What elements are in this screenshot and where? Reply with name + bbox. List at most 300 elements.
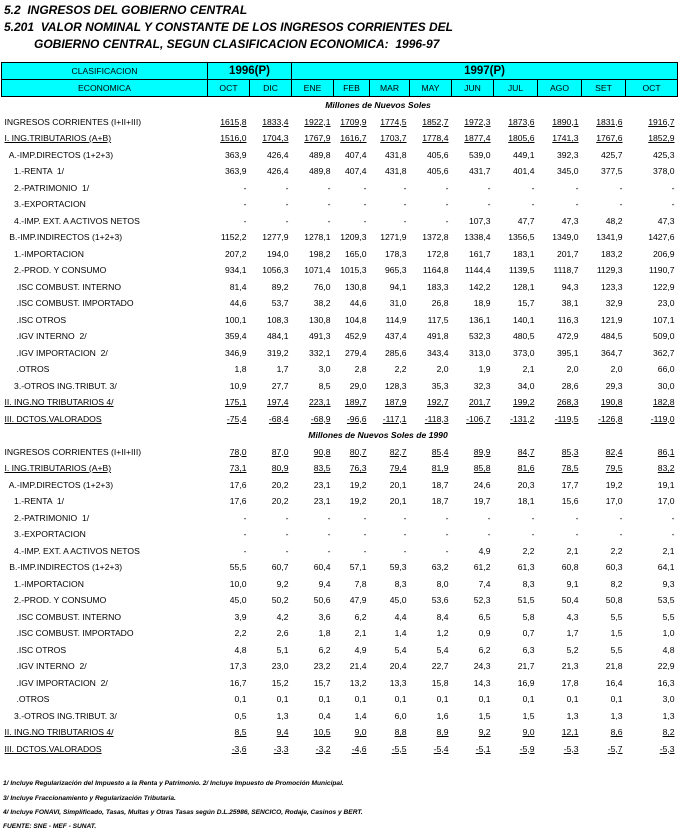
table-cell: 53,7 <box>271 298 289 308</box>
table-cell: 965,3 <box>385 265 407 275</box>
table-cell: -5,4 <box>433 743 449 754</box>
month-header: SET <box>582 80 626 97</box>
table-cell: 4,9 <box>354 644 367 655</box>
table-cell: 94,1 <box>389 281 407 292</box>
table-cell: - <box>285 512 289 523</box>
table-cell: 107,1 <box>653 314 675 325</box>
table-cell: 4,9 <box>478 545 491 556</box>
table-cell: 2,0 <box>566 364 579 374</box>
table-cell: - <box>531 182 535 193</box>
table-cell: - <box>327 199 331 209</box>
table-cell: - <box>285 545 289 556</box>
table-cell: 22,7 <box>431 661 449 671</box>
table-cell: 50,6 <box>313 595 331 605</box>
table-cell: 1922,1 <box>304 116 331 127</box>
year-1997-header: 1997(P) <box>292 63 678 80</box>
table-cell: 2,0 <box>436 364 449 374</box>
table-cell: -117,1 <box>382 413 407 424</box>
table-cell: 108,3 <box>267 314 289 325</box>
table-cell: - <box>243 182 247 193</box>
table-cell: 30,0 <box>657 380 675 391</box>
table-cell: 1916,7 <box>648 116 675 127</box>
table-cell: 363,9 <box>224 166 247 176</box>
table-cell: - <box>285 529 289 539</box>
table-cell: 38,1 <box>561 298 579 308</box>
table-cell: 3,9 <box>234 611 247 622</box>
table-cell: 89,2 <box>271 281 289 292</box>
table-cell: 7,8 <box>354 578 367 589</box>
table-cell: 136,1 <box>469 314 491 325</box>
table-cell: 8,6 <box>610 727 623 737</box>
table-row <box>2 262 678 279</box>
table-cell: 319,2 <box>267 347 289 358</box>
table-cell: 1118,7 <box>553 265 579 275</box>
table-cell: 392,3 <box>557 149 579 160</box>
table-cell: 20,2 <box>271 496 289 506</box>
table-cell: 1,8 <box>318 628 331 638</box>
table-row <box>2 180 678 197</box>
table-row <box>2 658 678 675</box>
table-cell: 1852,9 <box>648 133 675 143</box>
row-label: 3.-OTROS ING.TRIBUT. 3/ <box>4 710 117 721</box>
table-cell: 0,1 <box>318 694 331 704</box>
table-cell: 83,2 <box>657 463 675 473</box>
month-header: JUL <box>494 80 538 97</box>
table-cell: 94,3 <box>561 281 579 292</box>
row-label: B.-IMP.INDIRECTOS (1+2+3) <box>4 232 123 242</box>
table-cell: 9,0 <box>522 727 535 737</box>
table-cell: 2,6 <box>276 628 289 638</box>
table-cell: 34,0 <box>517 380 535 391</box>
table-cell: 4,2 <box>276 611 289 622</box>
table-cell: 2,1 <box>662 545 675 556</box>
table-cell: 425,7 <box>601 149 623 160</box>
table-cell: 198,2 <box>309 248 331 259</box>
table-cell: 16,9 <box>517 677 535 688</box>
table-cell: 8,8 <box>394 727 407 737</box>
table-cell: 1341,9 <box>596 232 623 242</box>
table-cell: 52,3 <box>473 595 491 605</box>
table-cell: 32,3 <box>473 380 491 391</box>
section2-title-row <box>2 427 678 444</box>
table-cell: 8,0 <box>436 578 449 589</box>
table-cell: 2,8 <box>354 364 367 374</box>
table-cell: 1,5 <box>522 710 535 721</box>
table-cell: 78,0 <box>229 446 247 457</box>
table-cell: 100,1 <box>224 314 247 325</box>
table-cell: - <box>619 529 623 539</box>
table-cell: 80,9 <box>271 463 289 473</box>
table-cell: 8,9 <box>436 727 449 737</box>
table-cell: 19,7 <box>473 496 491 506</box>
table-cell: 22,9 <box>657 661 675 671</box>
table-cell: - <box>575 512 579 523</box>
table-cell: 114,9 <box>385 314 407 325</box>
table-cell: 12,1 <box>561 727 579 737</box>
table-row <box>2 345 678 362</box>
table-cell: 1129,3 <box>596 265 623 275</box>
table-cell: 1616,7 <box>340 133 367 143</box>
table-cell: 81,9 <box>431 463 449 473</box>
table-cell: 9,2 <box>276 578 289 589</box>
table-row <box>2 642 678 659</box>
table-cell: 82,4 <box>605 446 623 457</box>
section-title: Millones de Nuevos Soles de 1990 <box>308 430 448 440</box>
table-cell: - <box>403 182 407 193</box>
table-cell: - <box>327 545 331 556</box>
table-cell: 1774,5 <box>380 116 407 127</box>
table-cell: 60,4 <box>313 562 331 572</box>
table-cell: - <box>243 199 247 209</box>
table-cell: 1778,4 <box>422 133 449 143</box>
table-cell: 47,9 <box>349 595 367 605</box>
table-cell: 9,4 <box>276 727 289 737</box>
section-title: Millones de Nuevos Soles <box>325 100 431 110</box>
table-cell: 0,4 <box>318 710 331 721</box>
table-cell: 1767,9 <box>304 133 331 143</box>
table-cell: 1356,5 <box>508 232 535 242</box>
table-cell: 6,3 <box>522 644 535 655</box>
table-cell: 23,1 <box>313 496 331 506</box>
table-cell: 1833,4 <box>262 116 289 127</box>
table-cell: 5,5 <box>610 611 623 622</box>
table-cell: 363,9 <box>224 149 247 160</box>
row-label: 1.-RENTA 1/ <box>4 496 65 506</box>
table-cell: 1831,6 <box>596 116 623 127</box>
table-cell: 1,3 <box>662 710 675 721</box>
table-cell: 60,7 <box>271 562 289 572</box>
table-cell: 332,1 <box>309 347 331 358</box>
table-cell: 343,4 <box>427 347 449 358</box>
footnote-1-2: 1/ Incluye Regularización del Impuesto a la Renta y Patrimonio. 2/ Incluye Impuesto de Promoción Municipal. <box>3 780 344 787</box>
table-cell: - <box>363 215 367 226</box>
table-cell: 1709,9 <box>340 116 367 127</box>
table-cell: 7,4 <box>478 578 491 589</box>
table-cell: 23,0 <box>271 661 289 671</box>
table-cell: 9,1 <box>566 578 579 589</box>
row-label: 2.-PROD. Y CONSUMO <box>4 265 107 275</box>
table-cell: 2,2 <box>610 545 623 556</box>
table-cell: 83,5 <box>313 463 331 473</box>
table-cell: 19,2 <box>349 479 367 490</box>
table-cell: 9,0 <box>354 727 367 737</box>
table-cell: 3,0 <box>662 694 675 704</box>
table-cell: 121,9 <box>601 314 623 325</box>
table-cell: 0,1 <box>610 694 623 704</box>
table-cell: - <box>327 182 331 193</box>
table-cell: 0,1 <box>436 694 449 704</box>
table-cell: - <box>327 529 331 539</box>
table-cell: 161,7 <box>469 248 491 259</box>
row-label: .IGV IMPORTACION 2/ <box>4 347 108 358</box>
table-row <box>2 526 678 543</box>
table-cell: - <box>363 545 367 556</box>
table-cell: 104,8 <box>345 314 367 325</box>
table-cell: - <box>327 512 331 523</box>
table-cell: 130,8 <box>309 314 331 325</box>
table-cell: 63,2 <box>431 562 449 572</box>
month-header: AGO <box>538 80 582 97</box>
footnote-3: 3/ Incluye Fraccionamiento y Regularización Tributaria. <box>3 795 176 802</box>
table-cell: 201,7 <box>557 248 579 259</box>
table-cell: 1,8 <box>234 364 247 374</box>
table-cell: 5,5 <box>610 644 623 655</box>
table-row <box>2 312 678 329</box>
table-cell: 17,8 <box>561 677 579 688</box>
row-label: I. ING.TRIBUTARIOS (A+B) <box>4 463 112 473</box>
table-cell: 1703,7 <box>380 133 407 143</box>
row-label: 2.-PATRIMONIO 1/ <box>4 182 90 193</box>
table-cell: 6,2 <box>318 644 331 655</box>
table-cell: 183,3 <box>427 281 449 292</box>
table-cell: 61,3 <box>517 562 535 572</box>
table-cell: 183,2 <box>601 248 623 259</box>
table-row <box>2 625 678 642</box>
table-cell: 122,9 <box>653 281 675 292</box>
table-cell: 1190,7 <box>648 265 675 275</box>
row-label: 2.-PATRIMONIO 1/ <box>4 512 90 523</box>
row-label: 1.-IMPORTACION <box>4 578 84 589</box>
table-cell: -119,5 <box>554 413 579 424</box>
row-label: B.-IMP.INDIRECTOS (1+2+3) <box>4 562 123 572</box>
table-cell: - <box>487 199 491 209</box>
table-title-line1: 5.201 VALOR NOMINAL Y CONSTANTE DE LOS INGRESOS CORRIENTES DEL <box>4 20 453 34</box>
table-cell: 60,3 <box>605 562 623 572</box>
table-cell: 1144,4 <box>464 265 491 275</box>
table-cell: 484,5 <box>601 331 623 341</box>
table-cell: 532,3 <box>469 331 491 341</box>
table-cell: 0,9 <box>478 628 491 638</box>
table-cell: 194,0 <box>267 248 289 259</box>
table-cell: 50,8 <box>605 595 623 605</box>
table-cell: 38,2 <box>313 298 331 308</box>
table-cell: 172,8 <box>427 248 449 259</box>
table-row <box>2 460 678 477</box>
table-cell: 5,5 <box>662 611 675 622</box>
table-row <box>2 708 678 725</box>
table-cell: - <box>243 545 247 556</box>
table-cell: 50,4 <box>561 595 579 605</box>
table-cell: 346,9 <box>224 347 247 358</box>
table-cell: 48,2 <box>605 215 623 226</box>
row-label: .ISC COMBUST. INTERNO <box>4 611 122 622</box>
table-cell: 116,3 <box>557 314 579 325</box>
table-cell: 345,0 <box>557 166 579 176</box>
table-cell: - <box>671 182 675 193</box>
table-cell: - <box>445 512 449 523</box>
table-cell: -3,6 <box>231 743 247 754</box>
row-label: A.-IMP.DIRECTOS (1+2+3) <box>4 149 114 160</box>
table-cell: 44,6 <box>229 298 247 308</box>
table-cell: 1349,0 <box>552 232 579 242</box>
row-label: .ISC OTROS <box>4 644 67 655</box>
table-cell: -131,2 <box>510 413 535 424</box>
table-cell: 19,1 <box>657 479 675 490</box>
table-cell: 130,8 <box>345 281 367 292</box>
table-cell: 539,0 <box>469 149 491 160</box>
table-cell: 1,5 <box>478 710 491 721</box>
row-label: .IGV IMPORTACION 2/ <box>4 677 108 688</box>
table-cell: 0,1 <box>522 694 535 704</box>
table-cell: 81,6 <box>517 463 535 473</box>
table-cell: 2,2 <box>522 545 535 556</box>
table-cell: -119,0 <box>650 413 675 424</box>
table-cell: - <box>619 512 623 523</box>
table-cell: - <box>285 182 289 193</box>
table-cell: 20,3 <box>517 479 535 490</box>
table-cell: 5,2 <box>566 644 579 655</box>
table-cell: - <box>575 199 579 209</box>
table-cell: 82,7 <box>389 446 407 457</box>
table-cell: 1,6 <box>436 710 449 721</box>
table-cell: -5,5 <box>391 743 407 754</box>
table-row <box>2 394 678 411</box>
table-cell: 489,8 <box>309 166 331 176</box>
table-cell: 53,6 <box>431 595 449 605</box>
section1-title-row <box>2 97 678 114</box>
table-cell: - <box>487 182 491 193</box>
table-cell: 17,6 <box>229 479 247 490</box>
table-cell: 117,5 <box>427 314 449 325</box>
table-cell: 431,7 <box>469 166 491 176</box>
table-cell: - <box>575 182 579 193</box>
table-cell: 0,1 <box>354 694 367 704</box>
table-cell: 17,6 <box>229 496 247 506</box>
table-cell: 8,5 <box>318 380 331 391</box>
table-cell: 60,8 <box>561 562 579 572</box>
table-cell: 8,4 <box>436 611 449 622</box>
table-cell: 45,0 <box>229 595 247 605</box>
table-cell: 61,2 <box>473 562 491 572</box>
table-cell: 395,1 <box>557 347 579 358</box>
table-cell: 0,1 <box>394 694 407 704</box>
table-cell: 18,9 <box>473 298 491 308</box>
table-cell: 1,7 <box>566 628 579 638</box>
table-cell: 47,3 <box>561 215 579 226</box>
table-cell: 489,8 <box>309 149 331 160</box>
month-header: OCT <box>208 80 250 97</box>
table-cell: -126,8 <box>598 413 623 424</box>
table-cell: 8,2 <box>662 727 675 737</box>
table-cell: 128,3 <box>385 380 407 391</box>
table-cell: 431,8 <box>385 166 407 176</box>
table-cell: 9,2 <box>478 727 491 737</box>
table-cell: 407,4 <box>345 149 367 160</box>
source-note: FUENTE: SNE - MEF - SUNAT. <box>3 823 97 830</box>
table-cell: - <box>243 512 247 523</box>
footnote-4: 4/ Incluye FONAVI, Simplificado, Tasas, Multas y Otras Tasas según D.L.25986, SENCICO, Rodaje, Casinos y BERT. <box>3 809 363 816</box>
table-cell: 279,4 <box>345 347 367 358</box>
table-cell: 1,2 <box>436 628 449 638</box>
table-cell: 285,6 <box>385 347 407 358</box>
table-cell: 14,3 <box>473 677 491 688</box>
header-row-years <box>2 63 678 80</box>
table-cell: 1877,4 <box>464 133 491 143</box>
table-cell: 405,6 <box>427 166 449 176</box>
table-cell: 29,0 <box>349 380 367 391</box>
clasificacion-header: CLASIFICACION <box>2 63 208 80</box>
table-cell: - <box>487 529 491 539</box>
table-cell: 32,9 <box>605 298 623 308</box>
table-cell: 59,3 <box>389 562 407 572</box>
table-cell: 2,1 <box>566 545 579 556</box>
table-cell: 1,3 <box>610 710 623 721</box>
table-cell: 2,1 <box>354 628 367 638</box>
table-cell: 21,8 <box>605 661 623 671</box>
table-cell: - <box>363 182 367 193</box>
table-cell: 90,8 <box>313 446 331 457</box>
table-cell: - <box>285 215 289 226</box>
table-cell: - <box>445 215 449 226</box>
table-cell: 18,7 <box>431 496 449 506</box>
table-row <box>2 328 678 345</box>
table-cell: 0,1 <box>566 694 579 704</box>
table-cell: 491,3 <box>309 331 331 341</box>
table-cell: 4,8 <box>662 644 675 655</box>
table-cell: 9,3 <box>662 578 675 589</box>
table-cell: 178,3 <box>385 248 407 259</box>
table-cell: 1338,4 <box>464 232 491 242</box>
table-cell: 31,0 <box>389 298 407 308</box>
table-cell: 452,9 <box>345 331 367 341</box>
table-cell: 1,5 <box>610 628 623 638</box>
table-cell: 15,2 <box>271 677 289 688</box>
table-cell: 182,8 <box>653 397 675 407</box>
table-cell: 377,5 <box>601 166 623 176</box>
table-cell: 16,3 <box>657 677 675 688</box>
table-row <box>2 147 678 164</box>
table-cell: 1704,3 <box>262 133 289 143</box>
table-cell: 15,6 <box>561 496 579 506</box>
table-cell: - <box>243 215 247 226</box>
table-cell: -3,3 <box>273 743 289 754</box>
table-cell: - <box>619 182 623 193</box>
table-cell: 480,5 <box>513 331 535 341</box>
table-cell: 15,7 <box>313 677 331 688</box>
table-cell: -75,4 <box>226 413 247 424</box>
table-cell: 0,7 <box>522 628 535 638</box>
table-cell: 64,1 <box>657 562 675 572</box>
table-cell: -5,1 <box>475 743 491 754</box>
table-cell: 76,3 <box>349 463 367 473</box>
table-cell: 425,3 <box>653 149 675 160</box>
table-cell: 73,1 <box>229 463 247 473</box>
table-cell: 364,7 <box>601 347 623 358</box>
table-cell: 15,8 <box>431 677 449 688</box>
table-cell: 4,8 <box>234 644 247 655</box>
table-cell: - <box>531 529 535 539</box>
table-row <box>2 609 678 626</box>
table-cell: 1,3 <box>276 710 289 721</box>
table-cell: 0,5 <box>234 710 247 721</box>
table-row <box>2 229 678 246</box>
table-cell: 1152,2 <box>220 232 247 242</box>
table-cell: 207,2 <box>224 248 247 259</box>
month-header: OCT <box>626 80 678 97</box>
table-cell: - <box>531 512 535 523</box>
table-cell: 8,3 <box>522 578 535 589</box>
table-cell: 3,6 <box>318 611 331 622</box>
table-cell: 35,3 <box>431 380 449 391</box>
table-cell: 18,7 <box>431 479 449 490</box>
table-cell: 84,7 <box>517 446 535 457</box>
table-cell: 1164,8 <box>422 265 449 275</box>
table-cell: 79,5 <box>605 463 623 473</box>
table-cell: 201,7 <box>469 397 491 407</box>
table-cell: 1890,1 <box>552 116 579 127</box>
table-cell: - <box>403 199 407 209</box>
table-cell: 1873,6 <box>508 116 535 127</box>
